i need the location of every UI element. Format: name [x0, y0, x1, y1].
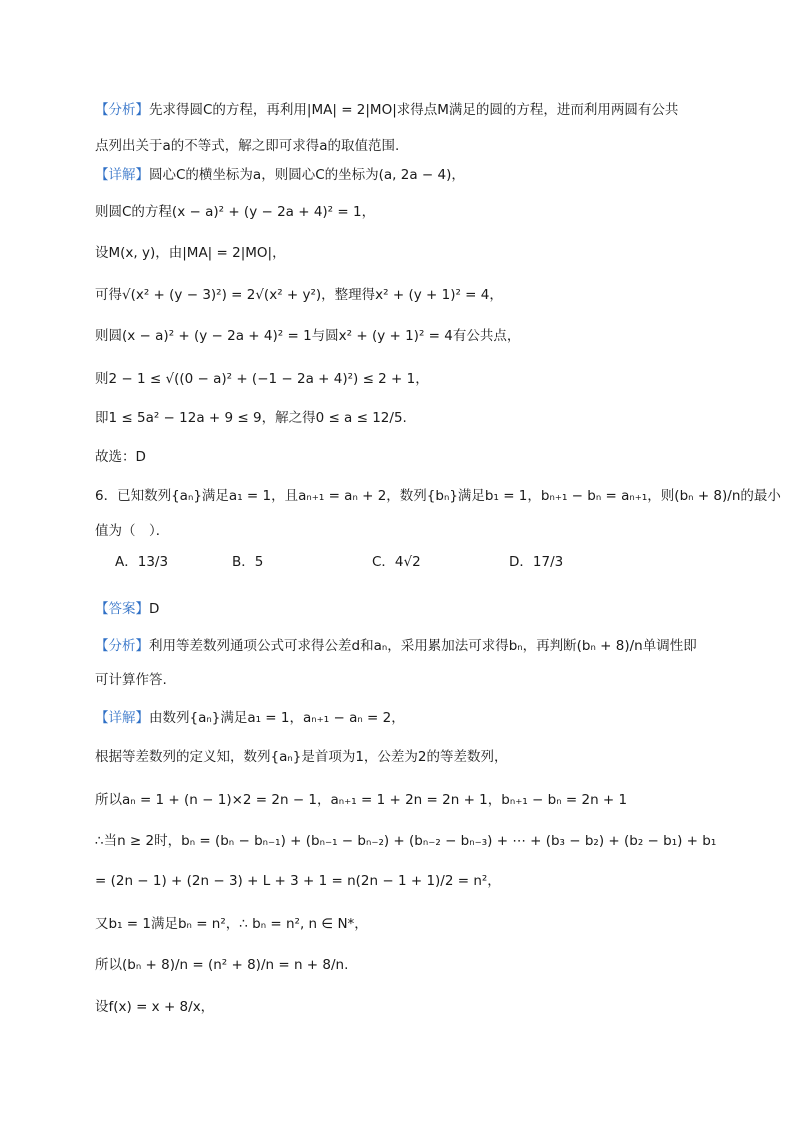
line-text: 可得√(x² + (y − 3)²) = 2√(x² + y²)，整理得x² + (y + 1)² = 4， — [95, 287, 503, 303]
line-text: 即1 ≤ 5a² − 12a + 9 ≤ 9，解之得0 ≤ a ≤ 12/5. — [95, 410, 407, 426]
text-line — [95, 484, 781, 504]
line-text: = (2n − 1) + (2n − 3) + L + 3 + 1 = n(2n − 1 + 1)/2 = n²， — [95, 873, 501, 889]
text-line — [95, 597, 159, 617]
text-line — [95, 995, 214, 1015]
line-text: 则圆(x − a)² + (y − 2a + 4)² = 1与圆x² + (y + 1)² = 4有公共点， — [95, 328, 521, 344]
line-text: 又b₁ = 1满足bₙ = n²，∴ bₙ = n², n ∈ N*， — [95, 916, 368, 932]
line-text: 设M(x, y)，由|MA| = 2|MO|， — [95, 245, 286, 261]
text-line — [95, 283, 503, 303]
text-line — [95, 869, 501, 889]
line-text: 由数列{aₙ}满足a₁ = 1，aₙ₊₁ − aₙ = 2， — [149, 710, 405, 726]
section-tag: 【详解】 — [95, 167, 149, 183]
line-text: D — [149, 601, 160, 617]
line-text: 可计算作答. — [95, 672, 167, 688]
text-line — [95, 200, 375, 220]
text-line — [95, 745, 508, 765]
line-text: 点列出关于a的不等式，解之即可求得a的取值范围. — [95, 138, 400, 154]
line-text: 根据等差数列的定义知，数列{aₙ}是首项为1，公差为2的等差数列， — [95, 749, 508, 765]
line-text: 所以aₙ = 1 + (n − 1)×2 = 2n − 1，aₙ₊₁ = 1 + 2n = 2n + 1，bₙ₊₁ − bₙ = 2n + 1 — [95, 792, 628, 808]
line-text: 6．已知数列{aₙ}满足a₁ = 1，且aₙ₊₁ = aₙ + 2，数列{bₙ}满足b₁ = 1，bₙ₊₁ − bₙ = aₙ₊₁，则(bₙ + 8)/n的最小 — [95, 488, 781, 504]
text-line — [95, 706, 405, 726]
line-text: 值为（ ）． — [95, 523, 170, 539]
answer-option: A．13/3 — [115, 554, 169, 570]
answer-option: D．17/3 — [509, 554, 564, 570]
line-text: 圆心C的横坐标为a，则圆心C的坐标为(a, 2a − 4)， — [149, 167, 465, 183]
text-line — [95, 953, 348, 973]
line-text: 故选：D — [95, 449, 146, 465]
section-tag: 【详解】 — [95, 710, 149, 726]
text-line — [95, 163, 465, 183]
text-line — [95, 788, 627, 808]
line-text: 先求得圆C的方程，再利用|MA| = 2|MO|求得点M满足的圆的方程，进而利用两圆有公共 — [149, 102, 679, 118]
text-line — [95, 367, 429, 387]
text-line — [95, 829, 716, 849]
text-line — [95, 134, 399, 154]
text-line — [95, 406, 407, 426]
section-tag: 【分析】 — [95, 638, 149, 654]
text-line — [95, 324, 520, 344]
line-text: 设f(x) = x + 8/x， — [95, 999, 215, 1015]
text-line — [95, 668, 167, 688]
text-line — [95, 445, 146, 465]
answer-option: C．4√2 — [372, 554, 421, 570]
text-line — [95, 912, 368, 932]
text-line — [95, 519, 169, 539]
line-text: 则2 − 1 ≤ √((0 − a)² + (−1 − 2a + 4)²) ≤ 2 + 1， — [95, 371, 429, 387]
text-line — [95, 241, 286, 261]
section-tag: 【答案】 — [95, 601, 149, 617]
line-text: 所以(bₙ + 8)/n = (n² + 8)/n = n + 8/n. — [95, 957, 349, 973]
text-line — [95, 98, 678, 118]
answer-option: B．5 — [232, 554, 264, 570]
text-line — [95, 634, 697, 654]
line-text: 利用等差数列通项公式可求得公差d和aₙ，采用累加法可求得bₙ，再判断(bₙ + 8)/n单调性即 — [149, 638, 697, 654]
line-text: 则圆C的方程(x − a)² + (y − 2a + 4)² = 1， — [95, 204, 376, 220]
section-tag: 【分析】 — [95, 102, 149, 118]
line-text: ∴当n ≥ 2时，bₙ = (bₙ − bₙ₋₁) + (bₙ₋₁ − bₙ₋₂) + (bₙ₋₂ − bₙ₋₃) + ⋯ + (b₃ − b₂) + (b₂ − b₁) + b₁ — [95, 833, 717, 849]
